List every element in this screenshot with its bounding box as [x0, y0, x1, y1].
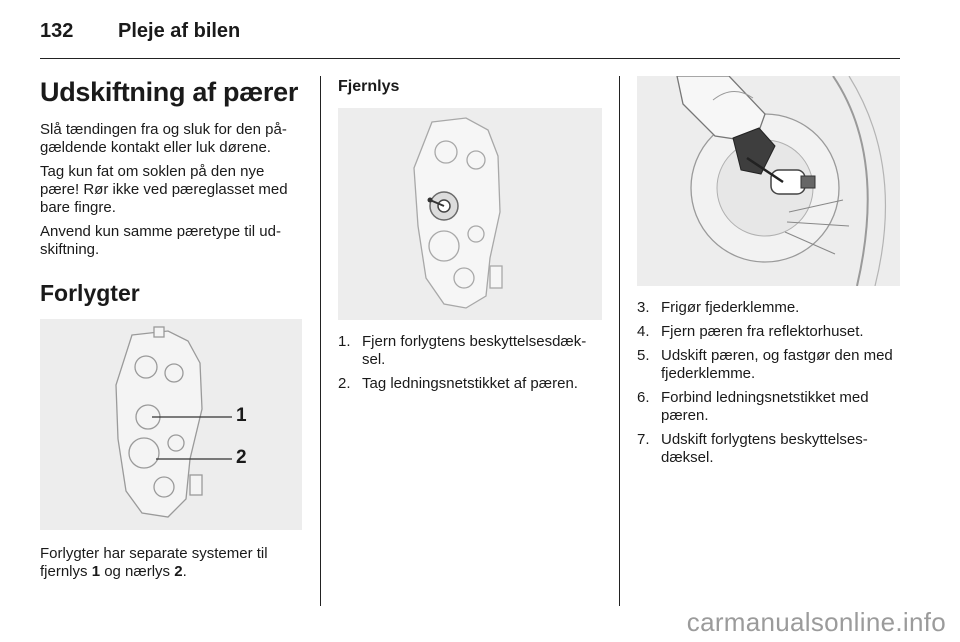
watermark[interactable]: carmanualsonline.info: [686, 607, 946, 637]
column-left: [40, 76, 305, 581]
column-right: [637, 76, 900, 473]
running-title: Pleje af bilen: [118, 20, 241, 42]
step-text: Fjern forlygtens beskyttelsesdæk-sel.: [362, 333, 587, 368]
caption-ref-2: 2: [174, 563, 183, 580]
bulb-replacement-figure: [637, 76, 900, 286]
step-text: Tag ledningsnetstikket af pæren.: [362, 375, 578, 392]
list-item: [338, 333, 604, 369]
caption-text: Forlygter har separate systemer til fjernlys: [40, 545, 268, 580]
high-beam-steps: [338, 333, 604, 393]
high-beam-figure: [338, 108, 602, 320]
column-divider-2: [619, 76, 620, 606]
callout-1: 1: [236, 405, 247, 426]
step-number: 3.: [637, 299, 650, 316]
section-title: Udskiftning af pærer: [40, 77, 299, 107]
step-text: Frigør fjederklemme.: [661, 299, 800, 316]
step-text: Forbind ledningsnetstikket med pæren.: [661, 389, 869, 424]
step-number: 6.: [637, 389, 650, 406]
headlight-illustration: [40, 319, 302, 530]
callout-2: 2: [236, 447, 247, 468]
step-text: Udskift forlygtens beskyttelses-dæksel.: [661, 431, 868, 466]
page-header: [40, 18, 900, 59]
bulb-replacement-illustration: [637, 76, 900, 286]
list-item: [637, 389, 900, 425]
caption-text-end: .: [182, 563, 187, 580]
paragraph-handling: Tag kun fat om soklen på den nye pære! Rør ikke ved pæreglasset med bare fingre.: [40, 163, 288, 216]
list-item: [338, 375, 604, 393]
step-number: 2.: [338, 375, 351, 392]
column-middle: [338, 76, 604, 399]
subsection-title-headlights: Forlygter: [40, 280, 140, 306]
step-number: 5.: [637, 347, 650, 364]
column-divider-1: [320, 76, 321, 606]
paragraph-ignition: Slå tændingen fra og sluk for den på-gældende kontakt eller luk dørene.: [40, 121, 287, 156]
step-number: 4.: [637, 323, 650, 340]
bulb-replacement-steps: [637, 299, 900, 467]
paragraph-bulb-type: Anvend kun samme pæretype til ud-skiftning.: [40, 223, 281, 258]
high-beam-illustration: [338, 108, 602, 320]
caption-ref-1: 1: [91, 563, 101, 580]
list-item: [637, 299, 900, 317]
list-item: [637, 323, 900, 341]
list-item: [637, 431, 900, 467]
subsection-title-high-beam: Fjernlys: [338, 78, 400, 95]
step-number: 7.: [637, 431, 650, 448]
step-text: Udskift pæren, og fastgør den med fjederklemme.: [661, 347, 893, 382]
figure-caption: [40, 545, 305, 581]
headlight-figure: [40, 319, 302, 530]
step-text: Fjern pæren fra reflektorhuset.: [661, 323, 864, 340]
page-number: 132: [40, 20, 74, 42]
caption-text-mid: og nærlys: [100, 563, 175, 580]
list-item: [637, 347, 900, 383]
step-number: 1.: [338, 333, 351, 350]
